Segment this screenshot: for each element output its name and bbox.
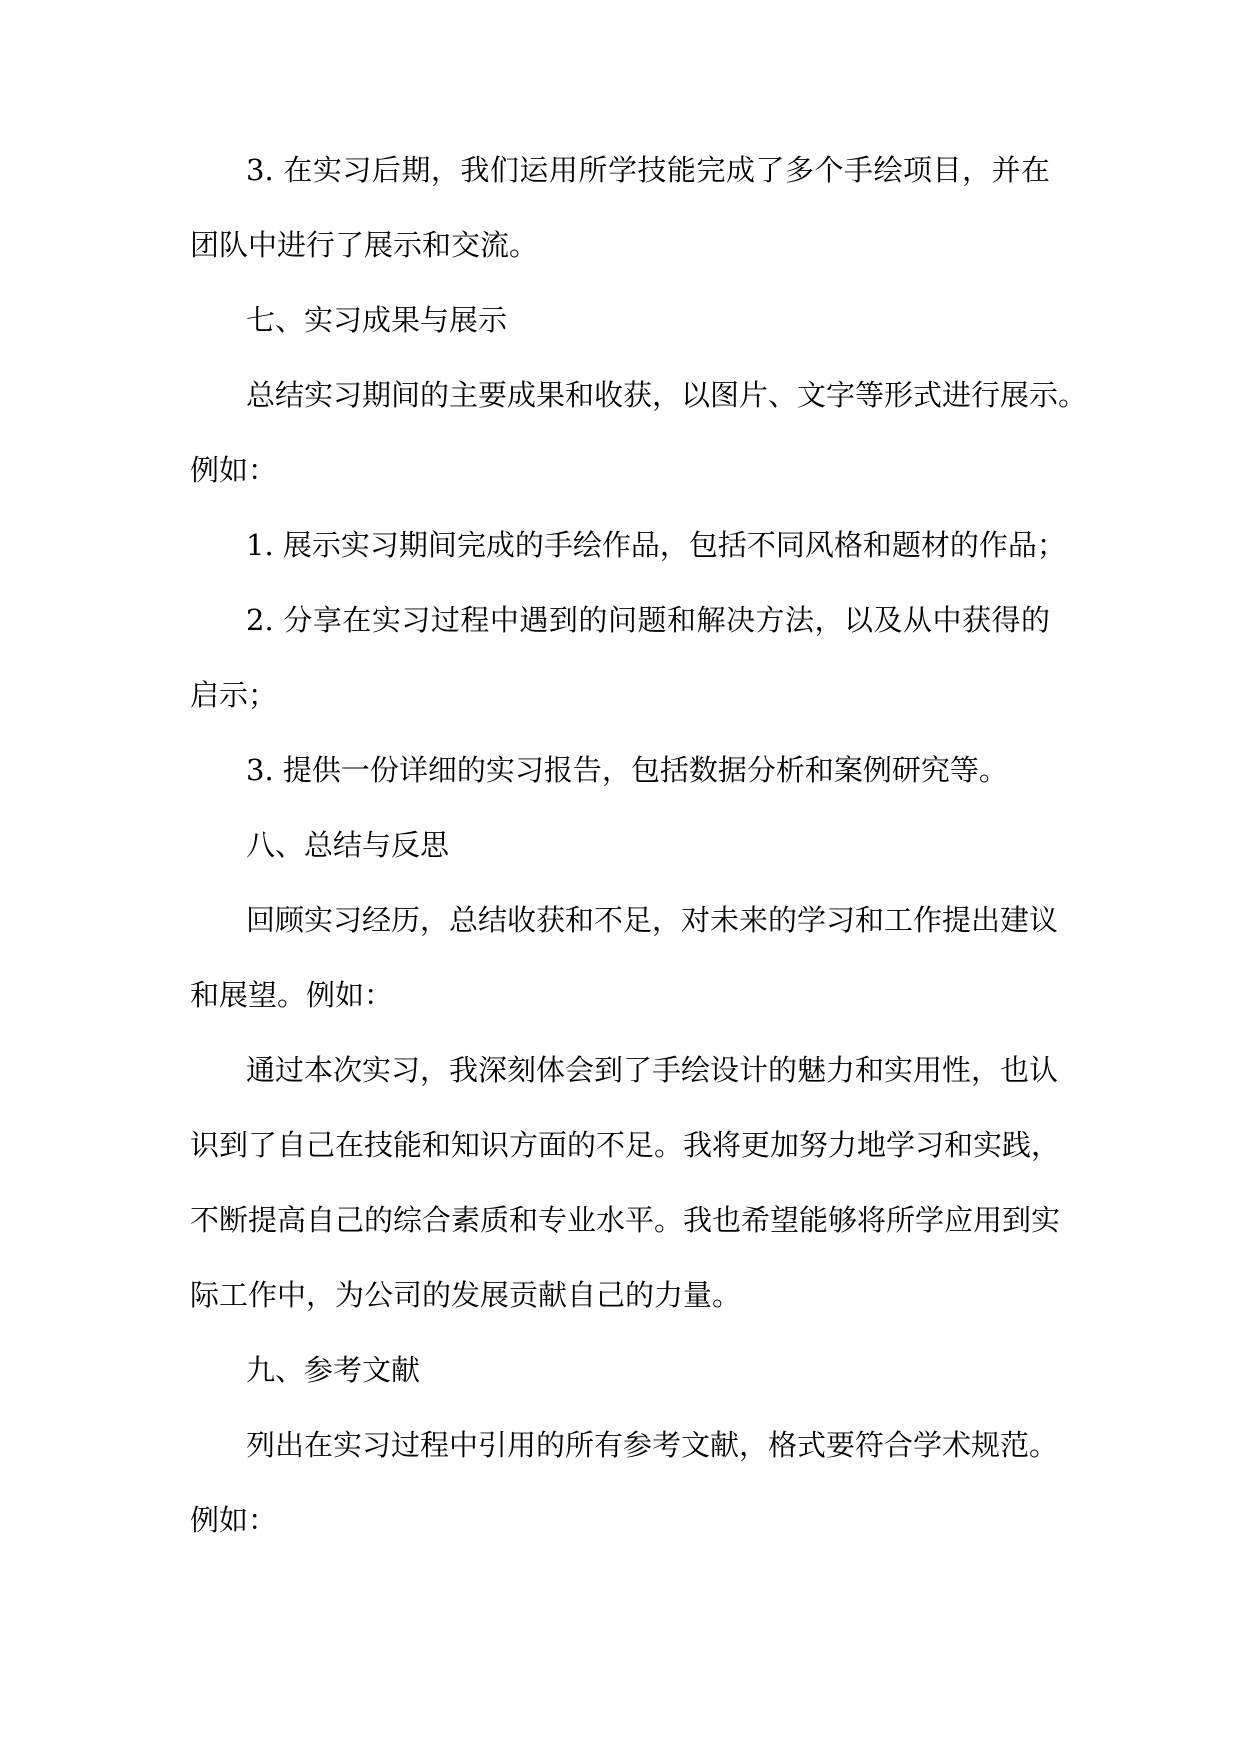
paragraph-8-line-2: 和展望。例如： <box>190 978 394 1012</box>
paragraph-9-line-2: 例如： <box>190 1503 278 1537</box>
paragraph-8b-line-2: 识到了自己在技能和知识方面的不足。我将更加努力地学习和实践， <box>190 1128 1061 1162</box>
list-item-1: 1. 展示实习期间完成的手绘作品，包括不同风格和题材的作品； <box>246 528 1066 562</box>
list-item-2-line-1: 2. 分享在实习过程中遇到的问题和解决方法，以及从中获得的 <box>246 603 1050 637</box>
list-item-3b: 3. 提供一份详细的实习报告，包括数据分析和案例研究等。 <box>246 753 1008 787</box>
paragraph-7-line-2: 例如： <box>190 453 278 487</box>
list-item-3-line-2: 团队中进行了展示和交流。 <box>190 228 539 262</box>
paragraph-8b-line-4: 际工作中，为公司的发展贡献自己的力量。 <box>190 1278 742 1312</box>
list-item-3-line-1: 3. 在实习后期，我们运用所学技能完成了多个手绘项目，并在 <box>246 153 1050 187</box>
paragraph-9-line-1: 列出在实习过程中引用的所有参考文献，格式要符合学术规范。 <box>246 1428 1059 1462</box>
section-heading-7: 七、实习成果与展示 <box>246 303 508 337</box>
paragraph-8b-line-1: 通过本次实习，我深刻体会到了手绘设计的魅力和实用性，也认 <box>246 1053 1059 1087</box>
section-heading-8: 八、总结与反思 <box>246 828 450 862</box>
paragraph-7-line-1: 总结实习期间的主要成果和收获，以图片、文字等形式进行展示。 <box>246 378 1088 412</box>
paragraph-8-line-1: 回顾实习经历，总结收获和不足，对未来的学习和工作提出建议 <box>246 903 1059 937</box>
paragraph-8b-line-3: 不断提高自己的综合素质和专业水平。我也希望能够将所学应用到实 <box>190 1203 1061 1237</box>
section-heading-9: 九、参考文献 <box>246 1353 421 1387</box>
list-item-2-line-2: 启示； <box>190 678 278 712</box>
